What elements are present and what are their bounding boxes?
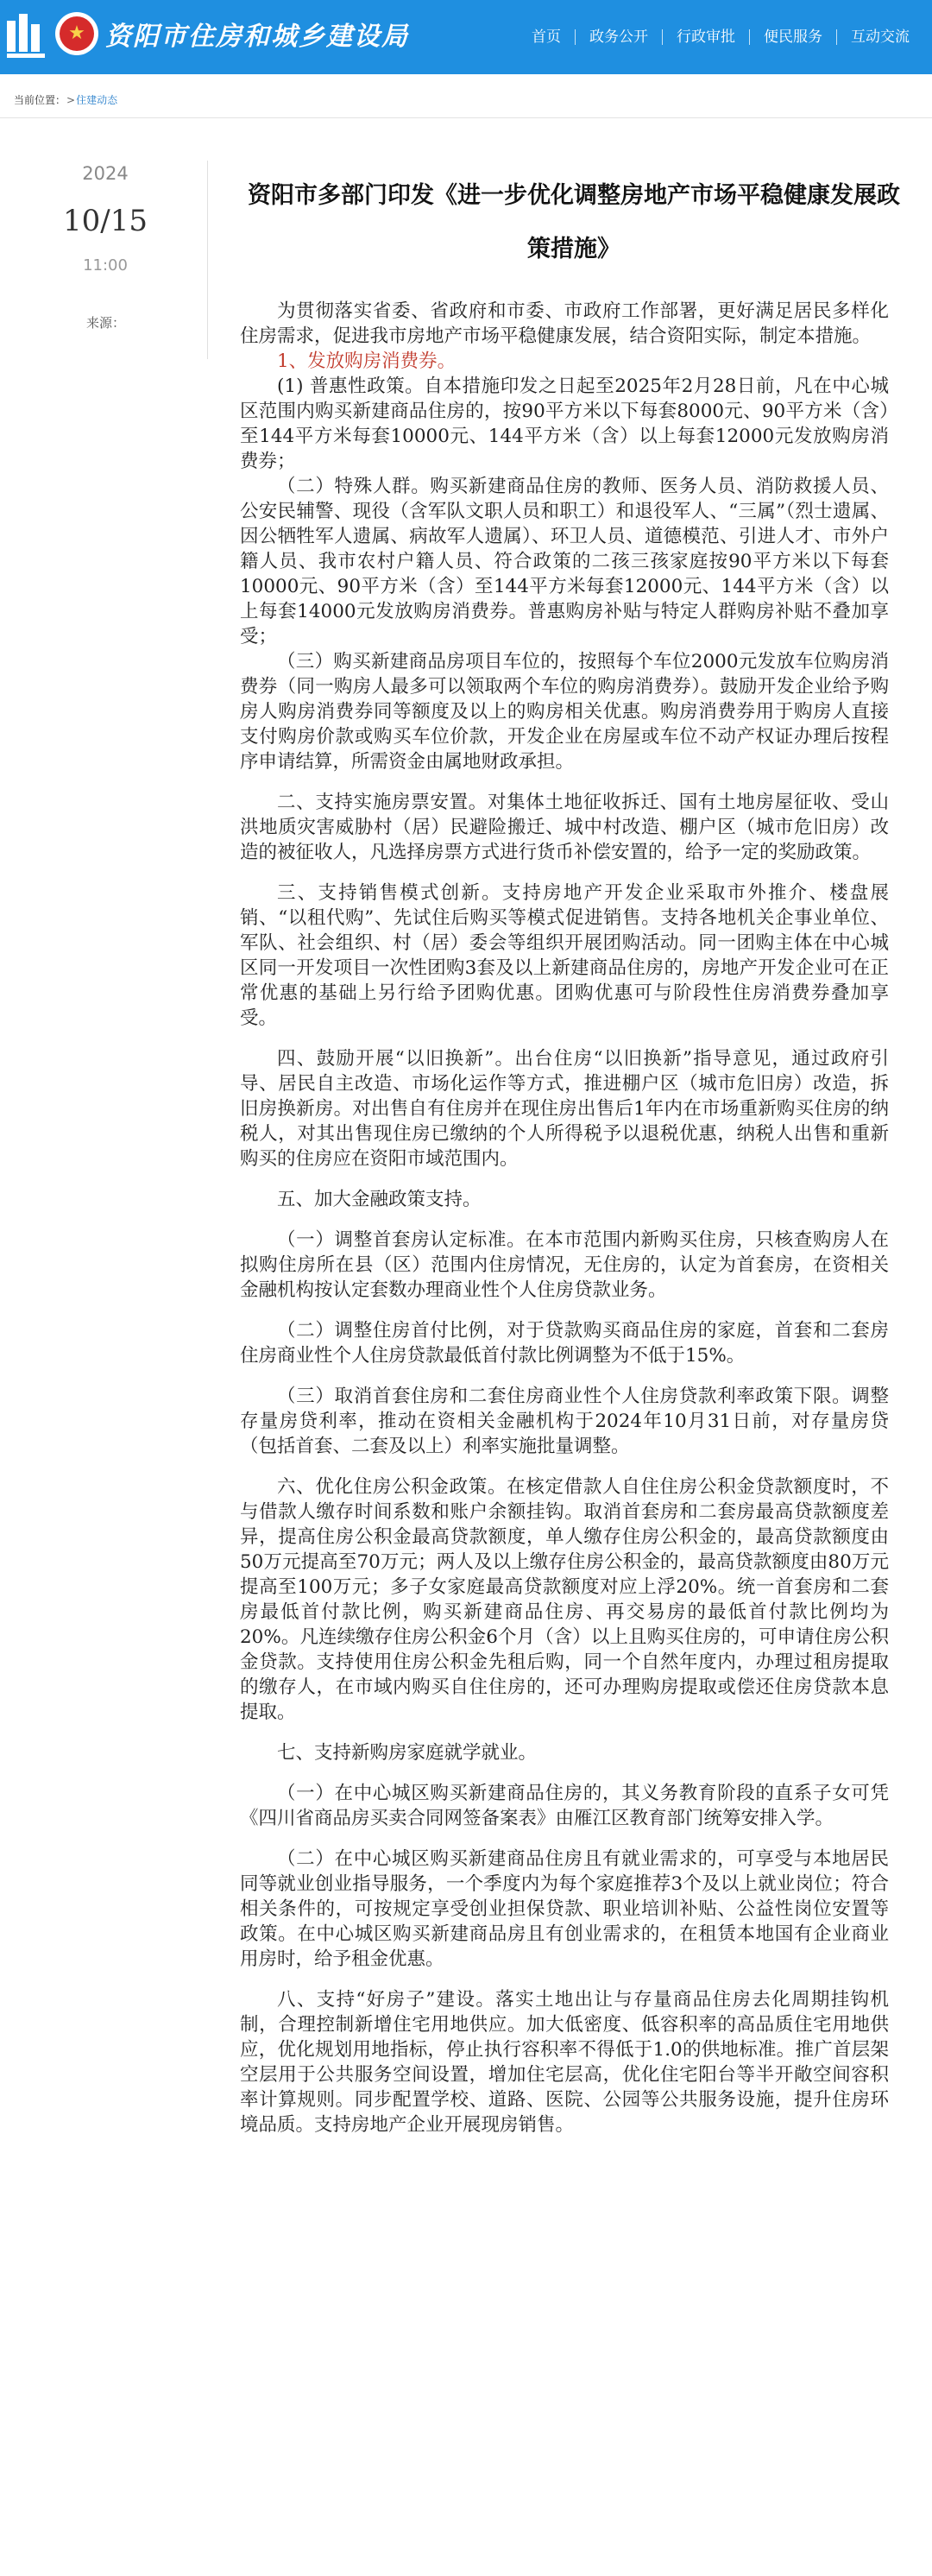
site-title: 资阳市住房和城乡建设局	[105, 22, 409, 52]
paragraph-section-6: 六、优化住房公积金政策。在核定借款人自住住房公积金贷款额度时，不与借款人缴存时间系数和账户余额挂钩。取消首套房和二套房最高贷款额度差异，提高住房公积金最高贷款额度，单人缴存住房公积金的，最高贷款额度由50万元提高至70万元；两人及以上缴存住房公积金的，最高贷款额度由80万元提高至100万元；多子女家庭最高贷款额度对应上浮20%。统一首套房和二套房最低首付款比例，购买新建商品住房、再交易房的最低首付款比例均为20%。凡连续缴存住房公积金6个月（含）以上且购买住房的，可申请住房公积金贷款。支持使用住房公积金先租后购，同一个自然年度内，办理过租房提取的缴存人，在市域内购买自住住房的，还可办理购房提取或偿还住房贷款本息提取。	[240, 1476, 889, 1723]
breadcrumb	[14, 90, 117, 110]
nav-home[interactable]: 首页	[532, 28, 561, 46]
paragraph-7-2: （二）在中心城区购买新建商品住房且有就业需求的，可享受与本地居民同等就业创业指导服务，一个季度内为每个家庭推荐3个及以上就业岗位；符合相关条件的，可按规定享受创业担保贷款、职业培训补贴、公益性岗位安置等政策。在中心城区购买新建商品房且有创业需求的，在租赁本地国有企业商业用房时，给予租金优惠。	[240, 1848, 889, 1970]
paragraph-section-1: 1、发放购房消费券。	[277, 350, 457, 372]
paragraph-1-1: (1) 普惠性政策。自本措施印发之日起至2025年2月28日前，凡在中心城区范围内购买新建商品住房的，按90平方米以下每套8000元、90平方米（含）至144平方米每套10000元、144平方米（含）以上每套12000元发放购房消费券；	[240, 376, 889, 472]
publish-date: 10/15	[63, 204, 148, 238]
paragraph-5-3: （三）取消首套住房和二套住房商业性个人住房贷款利率政策下限。调整存量房贷利率，推动在资相关金融机构于2024年10月31日前，对存量房贷（包括首套、二套及以上）利率实施批量调整。	[240, 1386, 889, 1457]
publish-info	[19, 161, 192, 333]
top-banner	[0, 0, 932, 74]
publish-time: 11:00	[83, 256, 128, 275]
paragraph-5-1: （一）调整首套房认定标准。在本市范围内新购买住房，只核查购房人在拟购住房所在县（区）范围内住房情况，无住房的，认定为首套房，在资相关金融机构按认定套数办理商业性个人住房贷款业务。	[240, 1229, 889, 1301]
main-nav	[518, 24, 923, 50]
breadcrumb-prefix: 当前位置：	[14, 94, 66, 106]
nav-administrative-approval[interactable]: 行政审批	[677, 28, 735, 46]
source-label: 来源：	[86, 315, 126, 331]
nav-interaction[interactable]: 互动交流	[851, 28, 910, 46]
header-divider	[0, 117, 932, 118]
publish-year: 2024	[82, 163, 129, 184]
paragraph-7-1: （一）在中心城区购买新建商品住房的，其义务教育阶段的直系子女可凭《四川省商品房买卖合同网签备案表》由雁江区教育部门统筹安排入学。	[240, 1783, 889, 1829]
paragraph-section-3: 三、支持销售模式创新。支持房地产开发企业采取市外推介、楼盘展销、“以租代购”、先试住后购买等模式促进销售。支持各地机关企事业单位、军队、社会组织、村（居）委会等组织开展团购活动。同一团购主体在中心城区同一开发项目一次性团购3套及以上新建商品住房的，房地产开发企业可在正常优惠的基础上另行给予团购优惠。团购优惠可与阶段性住房消费券叠加享受。	[240, 882, 889, 1029]
paragraph-section-2: 二、支持实施房票安置。对集体土地征收拆迁、国有土地房屋征收、受山洪地质灾害威胁村（居）民避险搬迁、城中村改造、棚户区（城市危旧房）改造的被征收人，凡选择房票方式进行货币补偿安置的，给予一定的奖励政策。	[240, 792, 889, 863]
paragraph-section-4: 四、鼓励开展“以旧换新”。出台住房“以旧换新”指导意见，通过政府引导、居民自主改造、市场化运作等方式，推进棚户区（城市危旧房）改造，拆旧房换新房。对出售自有住房并在现住房出售后1年内在市场重新购买住房的纳税人，对其出售现住房已缴纳的个人所得税予以退税优惠，纳税人出售和重新购买的住房应在资阳市域范围内。	[240, 1048, 889, 1170]
nav-government-affairs[interactable]: 政务公开	[589, 28, 648, 46]
nav-public-service[interactable]: 便民服务	[764, 28, 822, 46]
paragraph-5-2: （二）调整住房首付比例，对于贷款购买商品住房的家庭，首套和二套房住房商业性个人住房贷款最低首付款比例调整为不低于15%。	[240, 1320, 889, 1367]
paragraph-1-3: （三）购买新建商品房项目车位的，按照每个车位2000元发放车位购房消费券（同一购房人最多可以领取两个车位的购房消费券）。鼓励开发企业给予购房人购房消费券同等额度及以上的购房相关优惠。购房消费券用于购房人直接支付购房价款或购买车位价款，开发企业在房屋或车位不动产权证办理后按程序申请结算，所需资金由属地财政承担。	[240, 651, 889, 773]
site-logo-icon	[5, 12, 47, 60]
breadcrumb-arrow: >	[66, 94, 76, 106]
article-title: 资阳市多部门印发《进一步优化调整房地产市场平稳健康发展政策措施》	[248, 182, 900, 262]
column-divider	[207, 161, 208, 359]
paragraph-section-8: 八、支持“好房子”建设。落实土地出让与存量商品住房去化周期挂钩机制，合理控制新增住宅用地供应。加大低密度、低容积率的高品质住宅用地供应，优化规划用地指标，停止执行容积率不得低于1.0的供地标准。推广首层架空层用于公共服务空间设置，增加住宅层高，优化住宅阳台等半开敞空间容积率计算规则。同步配置学校、道路、医院、公园等公共服务设施，提升住房环境品质。支持房地产企业开展现房销售。	[240, 1989, 889, 2136]
paragraph-intro: 为贯彻落实省委、省政府和市委、市政府工作部署，更好满足居民多样化住房需求，促进我市房地产市场平稳健康发展，结合资阳实际，制定本措施。	[240, 300, 889, 347]
breadcrumb-link[interactable]: 住建动态	[76, 94, 118, 106]
national-emblem-icon: ★	[55, 12, 98, 55]
paragraph-section-7: 七、支持新购房家庭就学就业。	[277, 1742, 538, 1764]
article-body	[240, 299, 889, 2137]
paragraph-section-5: 五、加大金融政策支持。	[277, 1189, 482, 1210]
paragraph-1-2: （二）特殊人群。购买新建商品住房的教师、医务人员、消防救援人员、公安民辅警、现役（含军队文职人员和职工）和退役军人、“三属”（烈士遗属、因公牺牲军人遗属、病故军人遗属）、环卫人员、道德模范、引进人才、市外户籍人员、我市农村户籍人员、符合政策的二孩三孩家庭按90平方米以下每套10000元、90平方米（含）至144平方米每套12000元、144平方米（含）以上每套14000元发放购房消费券。普惠购房补贴与特定人群购房补贴不叠加享受；	[240, 476, 889, 647]
